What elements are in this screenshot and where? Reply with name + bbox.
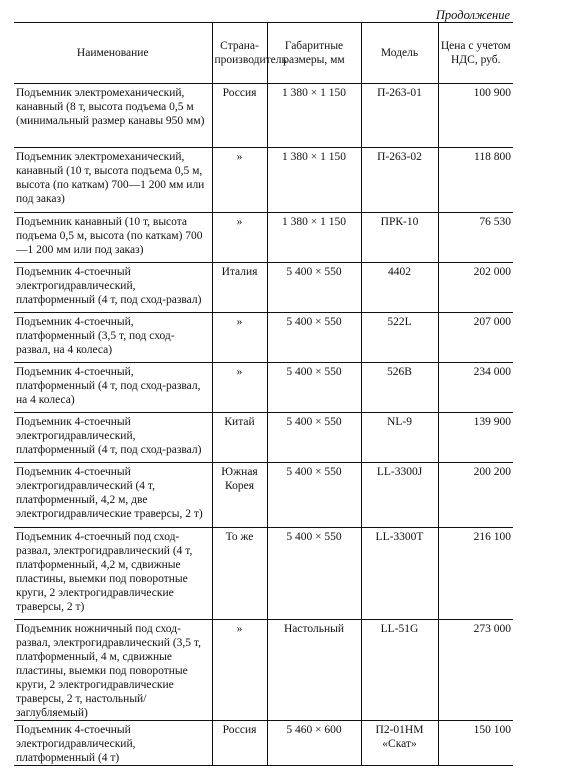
cell-model: 4402 [361, 263, 438, 313]
cell-name: Подъемник электромеханический, канавный (8 т, высота подъема 0,5 м (минимальный размер канавы 950 мм) [14, 84, 212, 148]
cell-country: Южная Корея [212, 463, 267, 528]
cell-price: 200 200 [438, 463, 513, 528]
cell-model: LL-3300J [361, 463, 438, 528]
cell-model: NL-9 [361, 413, 438, 463]
cell-size: 1 380 × 1 150 [267, 148, 361, 213]
cell-price: 100 900 [438, 84, 513, 148]
cell-size: Настольный [267, 620, 361, 721]
table-row [14, 213, 513, 263]
table-row [14, 463, 513, 528]
cell-country: » [212, 213, 267, 263]
cell-country: Россия [212, 84, 267, 148]
table-row [14, 263, 513, 313]
cell-name: Подъемник 4-стоечный электрогидравлический, платформенный (4 т) [14, 721, 212, 766]
table-row [14, 620, 513, 721]
cell-model: П-263-02 [361, 148, 438, 213]
header-price: Цена с учетом НДС, руб. [438, 23, 513, 84]
cell-country: Китай [212, 413, 267, 463]
table-row [14, 721, 513, 766]
cell-size: 5 400 × 550 [267, 413, 361, 463]
cell-name: Подъемник 4-стоечный электрогидравлический, платформенный (4 т, под сход-развал) [14, 413, 212, 463]
cell-country: Италия [212, 263, 267, 313]
cell-country: » [212, 620, 267, 721]
cell-size: 5 400 × 550 [267, 313, 361, 363]
header-name: Наименование [14, 23, 212, 84]
cell-country: » [212, 148, 267, 213]
cell-country: Россия [212, 721, 267, 766]
cell-country: То же [212, 528, 267, 620]
table-row [14, 363, 513, 413]
cell-name: Подъемник электромеханический, канавный (10 т, высота подъема 0,5 м, высота (по каткам) 700—1 200 мм или под заказ) [14, 148, 212, 213]
cell-size: 5 400 × 550 [267, 463, 361, 528]
table-row [14, 413, 513, 463]
cell-size: 1 380 × 1 150 [267, 213, 361, 263]
cell-model: П-263-01 [361, 84, 438, 148]
cell-name: Подъемник 4-стоечный под сход-развал, электрогидравлический (4 т, платформенный, 4,2 м, сдвижные пластины, выемки под поворотные круги, 2 электрогидравлические траверсы, 2 т) [14, 528, 212, 620]
cell-model: П2-01НМ «Скат» [361, 721, 438, 766]
header-size: Габаритные размеры, мм [267, 23, 361, 84]
cell-price: 76 530 [438, 213, 513, 263]
table-row [14, 148, 513, 213]
header-country: Страна-производитель [212, 23, 267, 84]
cell-price: 273 000 [438, 620, 513, 721]
table-row [14, 84, 513, 148]
cell-name: Подъемник 4-стоечный электрогидравлический, платформенный (4 т, под сход-развал) [14, 263, 212, 313]
table-header-row [14, 23, 513, 84]
cell-price: 150 100 [438, 721, 513, 766]
cell-name: Подъемник ножничный под сход-развал, электрогидравлический (3,5 т, платформенный, 4 м, сдвижные пластины, выемки под поворотные круги, 2 электрогидравлические траверсы, 2 т, настольный/заглубляемый) [14, 620, 212, 721]
cell-price: 118 800 [438, 148, 513, 213]
table-row [14, 313, 513, 363]
cell-name: Подъемник 4-стоечный, платформенный (4 т, под сход-развал, на 4 колеса) [14, 363, 212, 413]
cell-price: 202 000 [438, 263, 513, 313]
cell-model: LL-3300T [361, 528, 438, 620]
price-table [14, 22, 513, 766]
cell-price: 216 100 [438, 528, 513, 620]
cell-size: 5 460 × 600 [267, 721, 361, 766]
continuation-label: Продолжение [435, 8, 510, 22]
cell-model: LL-51G [361, 620, 438, 721]
cell-price: 139 900 [438, 413, 513, 463]
cell-model: ПРК-10 [361, 213, 438, 263]
cell-name: Подъемник канавный (10 т, высота подъема 0,5 м, высота (по каткам) 700—1 200 мм или под заказ) [14, 213, 212, 263]
cell-size: 5 400 × 550 [267, 263, 361, 313]
header-model: Модель [361, 23, 438, 84]
cell-size: 1 380 × 1 150 [267, 84, 361, 148]
cell-price: 234 000 [438, 363, 513, 413]
cell-size: 5 400 × 550 [267, 363, 361, 413]
cell-name: Подъемник 4-стоечный электрогидравлический (4 т, платформенный, 4,2 м, две электрогидравлические траверсы, 2 т) [14, 463, 212, 528]
cell-size: 5 400 × 550 [267, 528, 361, 620]
cell-country: » [212, 313, 267, 363]
cell-price: 207 000 [438, 313, 513, 363]
cell-model: 522L [361, 313, 438, 363]
cell-country: » [212, 363, 267, 413]
cell-name: Подъемник 4-стоечный, платформенный (3,5 т, под сход-развал, на 4 колеса) [14, 313, 212, 363]
table-row [14, 528, 513, 620]
cell-model: 526B [361, 363, 438, 413]
